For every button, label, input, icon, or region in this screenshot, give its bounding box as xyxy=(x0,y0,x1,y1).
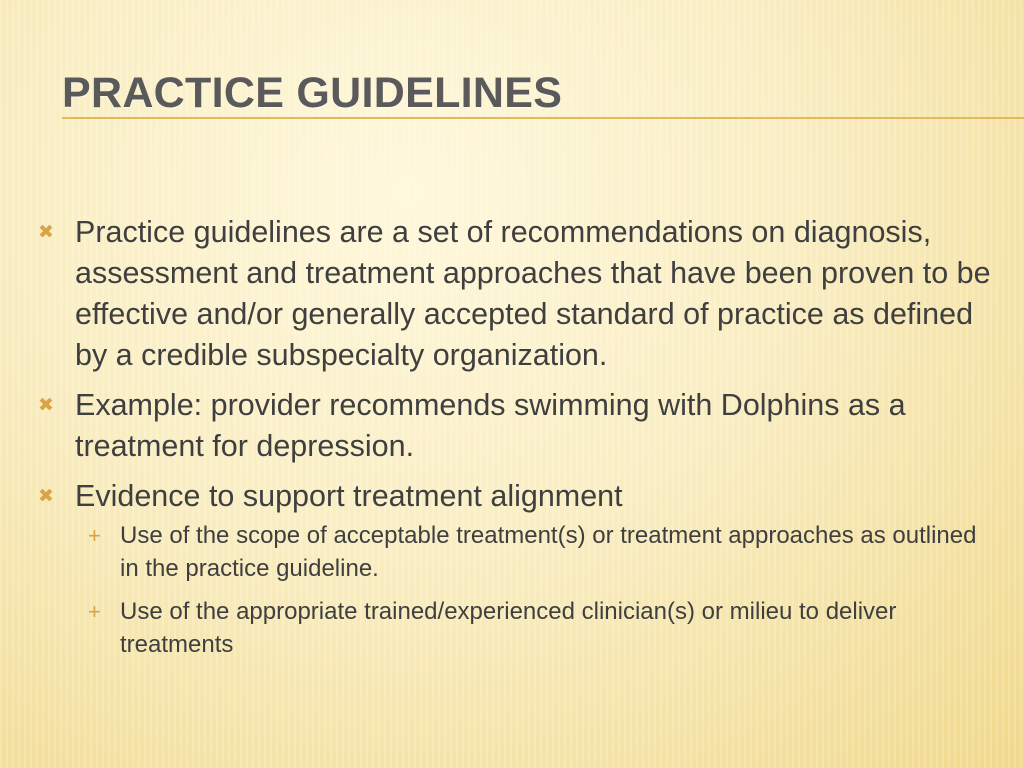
title-divider xyxy=(62,117,1024,119)
slide-title: PRACTICE GUIDELINES xyxy=(62,69,563,117)
slide-body xyxy=(38,212,998,661)
x-mark-icon: ✖ xyxy=(38,222,54,243)
x-mark-icon: ✖ xyxy=(38,395,54,416)
bullet-item xyxy=(38,476,998,517)
subbullet-item xyxy=(38,519,998,585)
subbullet-item xyxy=(38,595,998,661)
subbullet-text: Use of the appropriate trained/experienced clinician(s) or milieu to deliver treatments xyxy=(120,598,897,658)
x-mark-icon: ✖ xyxy=(38,486,54,507)
bullet-text: Example: provider recommends swimming with Dolphins as a treatment for depression. xyxy=(75,388,906,463)
plus-icon: + xyxy=(88,523,101,548)
bullet-item xyxy=(38,212,998,376)
plus-icon: + xyxy=(88,599,101,624)
subbullet-text: Use of the scope of acceptable treatment(s) or treatment approaches as outlined in the practice guideline. xyxy=(120,522,977,582)
bullet-text: Practice guidelines are a set of recommendations on diagnosis, assessment and treatment approaches that have been proven to be effective and/or generally accepted standard of practice as defined by a credible subspecialty organization. xyxy=(75,215,991,372)
bullet-item xyxy=(38,385,998,467)
bullet-text: Evidence to support treatment alignment xyxy=(75,479,623,513)
